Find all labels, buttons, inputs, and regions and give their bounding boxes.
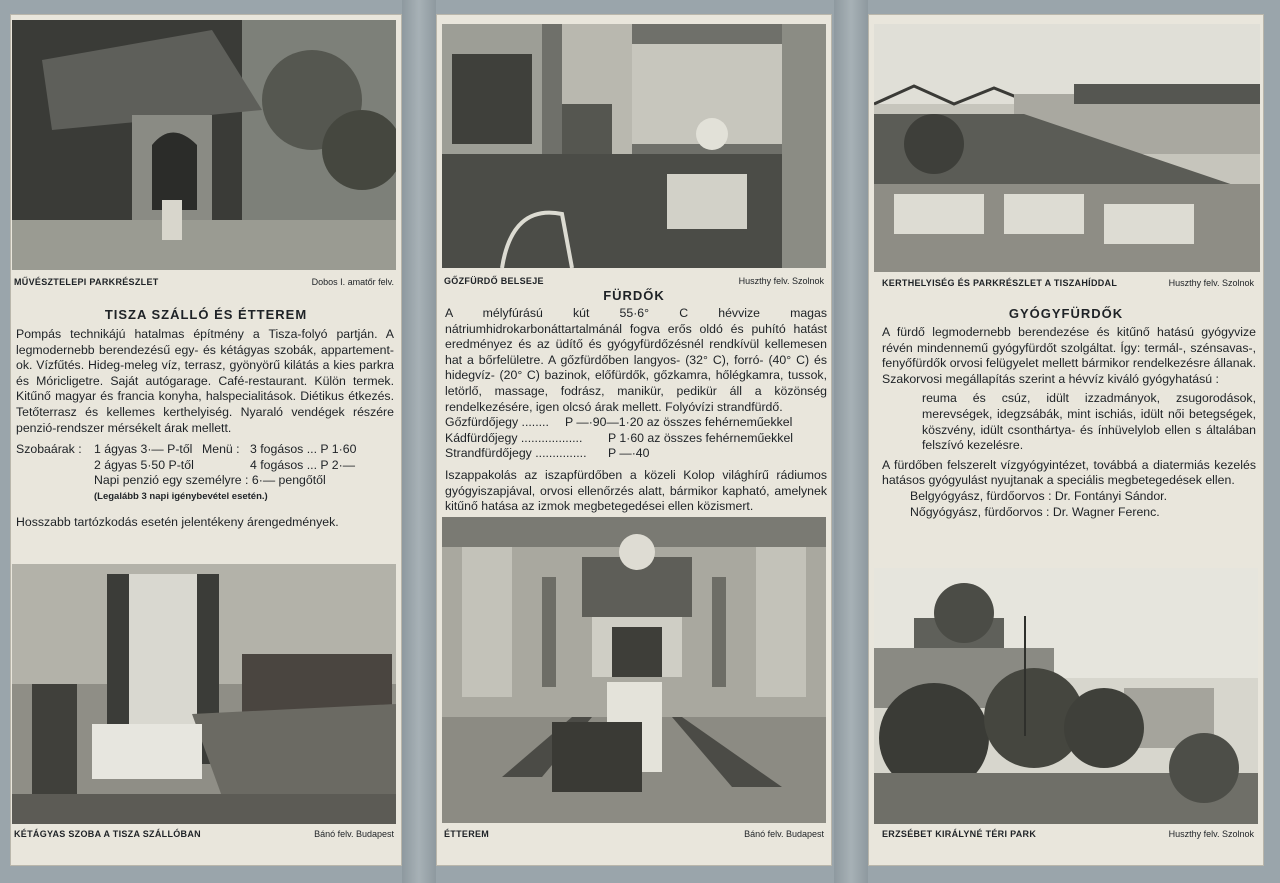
price-room2: 2 ágyas 5·50 P-től [94, 457, 194, 472]
caption-park-section: MŰVÉSZTELEPI PARKRÉSZLET [14, 277, 159, 287]
photo-park-square [874, 568, 1258, 824]
spa-therapy: A fürdőben felszerelt vízgyógyintézet, továbbá a diatermiás kezelés hatásos gyógyulást nyujtanak a speciális megbetegedések ellen. [882, 457, 1256, 488]
spa-conditions: reuma és csúz, idült izzadmányok, zsugorodások, merevségek, idegzsábák, mint ischiás, idült női betegségek, köszvény, idült csonthártya- és ínhüvelylob ellen s általában felszívó kezelésre. [922, 391, 1256, 453]
panel-tisza-hotel [10, 14, 402, 866]
panel-spa [868, 14, 1264, 866]
bath-description: A mélyfúrású kút 55·6° C hévvize magas nátriumhidrokarbonáttartalmánál fogva erős oldó és puhító hatást eredményez és az üdítő és gyógyfürdőzésnél rendkívül kellemesen hat a bőrfelületre. A gőzfürdőben langyos- (32° C), forró- (40° C) és hidegvíz- (20° C) bazinok, előfürdők, gőzkamra, hőlégkamra, tussok, letörlő, massage, fodrász, manikür, pedikür áll a közönség rendelkezésére, igen olcsó árak mellett. Folyóvízi strandfürdő. [445, 306, 827, 414]
discount-note: Hosszabb tartózkodás esetén jelentékeny árengedmények. [16, 514, 339, 529]
caption-garden-bridge: KERTHELYISÉG ÉS PARKRÉSZLET A TISZAHÍDDAL [882, 278, 1118, 288]
price-room1: 1 ágyas 3·— P-től [94, 442, 193, 457]
title-tisza-hotel: TISZA SZÁLLÓ ÉS ÉTTEREM [104, 307, 308, 322]
credit-garden-bridge: Huszthy felv. Szolnok [1168, 278, 1254, 288]
fold-left [402, 0, 436, 883]
pension: Napi penzió egy személyre : 6·— pengőtől [94, 473, 326, 488]
photo-double-room [12, 564, 396, 824]
ticket-name-3: Strandfürdőjegy ............... [445, 446, 587, 461]
credit-steam-bath: Huszthy felv. Szolnok [738, 276, 824, 286]
photo-steam-bath [442, 24, 826, 268]
ticket-price-3: P —·40 [608, 446, 650, 461]
menu1: 3 fogásos ... P 1·60 [250, 442, 357, 457]
photo-park-section [12, 20, 396, 270]
text-spa [882, 325, 1256, 520]
photo-garden-bridge [874, 24, 1260, 272]
price-row-2 [16, 458, 394, 474]
text-tisza-hotel [16, 327, 394, 530]
fold-right [834, 0, 868, 883]
caption-park-square: ERZSÉBET KIRÁLYNÉ TÉRI PARK [882, 829, 1037, 839]
title-spa: GYÓGYFÜRDŐK [1008, 306, 1124, 321]
doctor-gynecologist: Nőgyógyász, fürdőorvos : Dr. Wagner Ferenc. [910, 504, 1160, 519]
caption-double-room: KÉTÁGYAS SZOBA A TISZA SZÁLLÓBAN [14, 829, 201, 839]
spa-description: A fürdő legmodernebb berendezése és kitűnő hatású gyógyvize révén mindennemű gyógyfürdőt szolgáltat. Így: termál-, szénsavas-, fenyőfürdők orvosi felügyelet mellett bármikor rendelkezésre állanak. Szakorvosi megállapítás szerint a hévvíz kiváló gyógyhatású : [882, 325, 1256, 386]
photo-restaurant [442, 517, 826, 823]
ticket-row-1 [445, 415, 827, 431]
credit-park-square: Huszthy felv. Szolnok [1168, 829, 1254, 839]
mud-description: Iszappakolás az iszapfürdőben a közeli Kolop világhírű rádiumos gyógyiszapjával, orvosi ellenőrzés alatt, bármikor kapható, amelynek kitűnő hatása az izmok megbetegedései ellen közismert. [445, 467, 827, 514]
title-baths: FÜRDŐK [603, 288, 665, 303]
text-baths [445, 306, 827, 515]
price-row-3 [16, 473, 394, 489]
menu-label: Menü : [202, 442, 240, 457]
ticket-row-2 [445, 431, 827, 447]
ticket-name-1: Gőzfürdőjegy ........ [445, 415, 549, 430]
credit-restaurant: Bánó felv. Budapest [744, 829, 824, 839]
caption-restaurant: ÉTTEREM [444, 829, 490, 839]
ticket-price-2: P 1·60 az összes fehérneműekkel [608, 430, 794, 445]
panel-baths [436, 14, 832, 866]
ticket-price-1: P —·90—1·20 az összes fehérneműekkel [565, 415, 793, 430]
pension-note: (Legalább 3 napi igénybevétel esetén.) [94, 490, 268, 502]
credit-double-room: Bánó felv. Budapest [314, 829, 394, 839]
caption-steam-bath: GŐZFÜRDŐ BELSEJE [444, 276, 544, 286]
ticket-name-2: Kádfürdőjegy .................. [445, 430, 583, 445]
credit-park-section: Dobos I. amatőr felv. [311, 277, 394, 287]
hotel-description: Pompás technikájú hatalmas építmény a Tisza-folyó partján. A legmodernebb berendezésű egy- és kétágyas szobák, appartement-ok. Vízfűtés. Hideg-meleg víz, terrasz, gyönyörű kilátás a kies parkra és Móricligetre. Saját autógarage. Café-restaurant. Külön termek. Kitűnő magyar és francia konyha, halspecialitások. Diétikus étkezés. Tetőterrasz és kellemes kerthelyiség. Nyaraló vendégek részére penzió-rendszer mérsékelt árak mellett. [16, 327, 394, 435]
menu2: 4 fogásos ... P 2·— [250, 457, 356, 472]
price-note-row [16, 489, 394, 505]
price-row-1 [16, 442, 394, 458]
doctor-internist: Belgyógyász, fürdőorvos : Dr. Fontányi Sándor. [910, 488, 1168, 503]
price-label: Szobaárak : [16, 442, 82, 457]
ticket-row-3 [445, 446, 827, 462]
